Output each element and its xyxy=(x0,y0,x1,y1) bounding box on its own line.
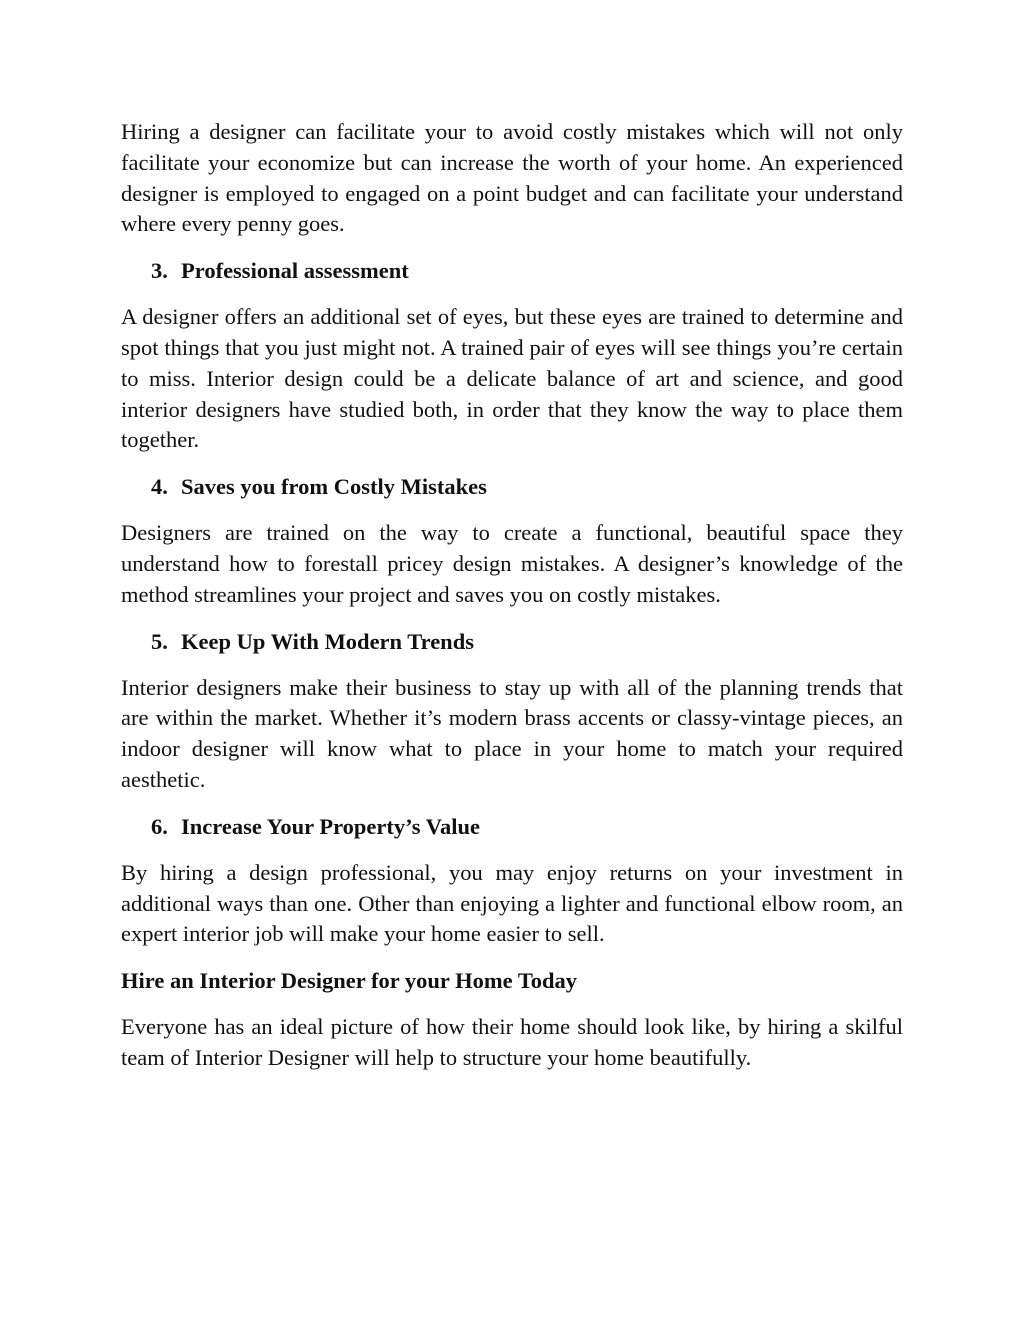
document-page xyxy=(121,117,903,1074)
closing-body: Everyone has an ideal picture of how their home should look like, by hiring a skilful team of Interior Designer will help to structure your home beautifully. xyxy=(121,1014,903,1070)
intro-paragraph: Hiring a designer can facilitate your to avoid costly mistakes which will not only facilitate your economize but can increase the worth of your home. An experienced designer is employed to engaged on a point budget and can facilitate your understand where every penny goes. xyxy=(121,119,903,237)
section-title: Keep Up With Modern Trends xyxy=(181,628,474,654)
section-number: 5. xyxy=(151,628,168,654)
section-number: 3. xyxy=(151,258,168,284)
section-heading-modern-trends xyxy=(121,627,903,657)
section-body-saves-costly-mistakes: Designers are trained on the way to create a functional, beautiful space they understand how to forestall pricey design mistakes. A designer’s knowledge of the method streamlines your project and saves you on costly mistakes. xyxy=(121,520,903,607)
section-body-professional-assessment: A designer offers an additional set of eyes, but these eyes are trained to determine and spot things that you just might not. A trained pair of eyes will see things you’re certain to miss. Interior design could be a delicate balance of art and science, and good interior designers have studied both, in order that they know the way to place them together. xyxy=(121,304,903,453)
section-number: 6. xyxy=(151,813,168,839)
section-title: Saves you from Costly Mistakes xyxy=(181,474,487,500)
closing-heading: Hire an Interior Designer for your Home Today xyxy=(121,968,578,994)
section-number: 4. xyxy=(151,474,168,500)
section-heading-professional-assessment xyxy=(121,256,903,286)
section-title: Increase Your Property’s Value xyxy=(181,813,480,839)
section-body-property-value: By hiring a design professional, you may enjoy returns on your investment in additional ways than one. Other than enjoying a lighter and functional elbow room, an expert interior job will make your home easier to sell. xyxy=(121,859,903,947)
section-heading-saves-costly-mistakes xyxy=(121,472,903,502)
section-title: Professional assessment xyxy=(181,258,409,284)
section-heading-property-value xyxy=(121,812,903,842)
section-body-modern-trends: Interior designers make their business to stay up with all of the planning trends that are within the market. Whether it’s modern brass accents or classy-vintage pieces, an indoor designer will know what to place in your home to match your required aesthetic. xyxy=(121,674,903,792)
